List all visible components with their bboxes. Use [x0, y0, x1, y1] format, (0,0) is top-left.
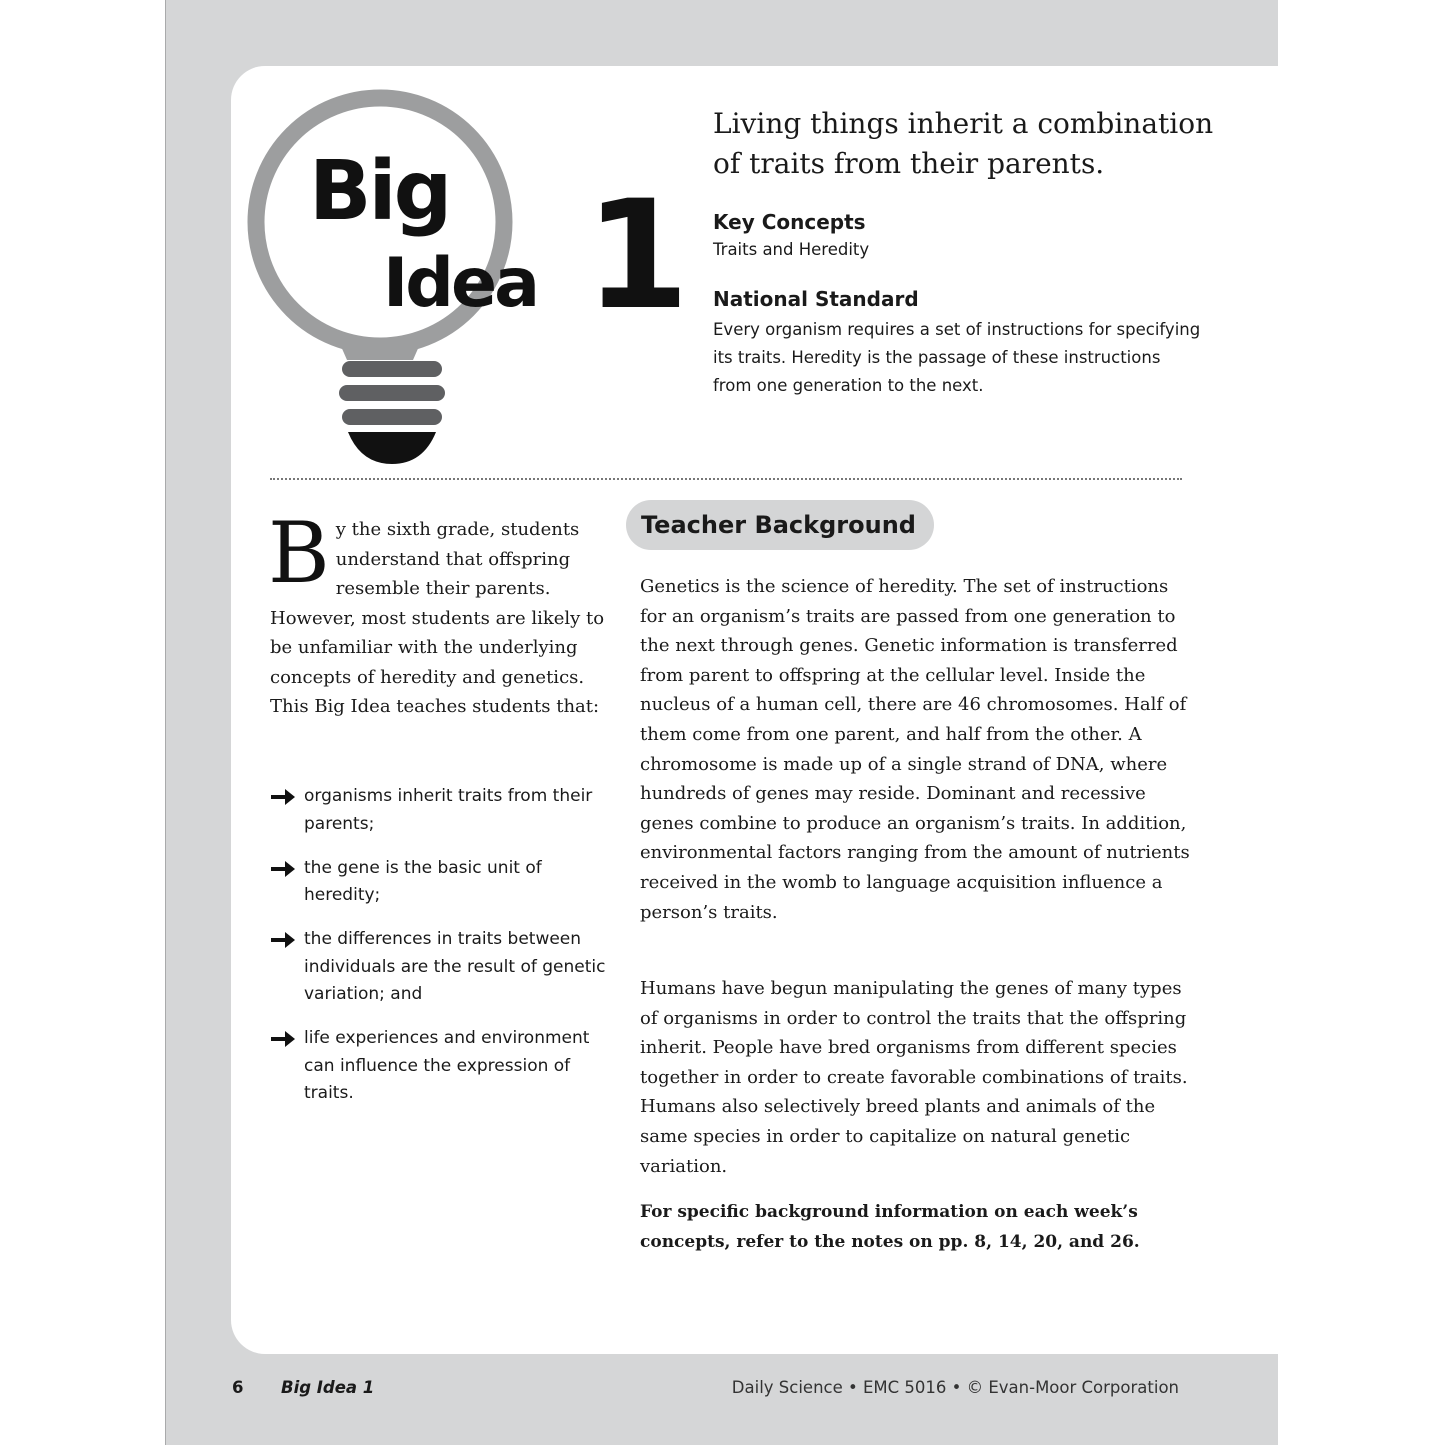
- big-idea-headline: Living things inherit a combination of traits from their parents.: [713, 107, 1214, 180]
- page-number: 6: [232, 1378, 244, 1397]
- intro-text: y the sixth grade, students understand that offspring resemble their parents. However, most students are likely to be unfamiliar with the underlying concepts of heredity and genetics. This Big Idea teaches students that:: [270, 519, 605, 717]
- big-idea-lightbulb-logo: [245, 82, 690, 472]
- learning-goals-list: [270, 783, 615, 1124]
- key-concepts-heading: Key Concepts: [713, 210, 866, 234]
- lightbulb-thread-icon: [342, 361, 442, 377]
- teacher-background-paragraph-2: Humans have begun manipulating the genes of many types of organisms in order to control the traits that the offspring inherit. People have bred organisms from different species together in order to create favorable combinations of traits. Humans also selectively breed plants and animals of the same species in order to capitalize on natural genetic variation.: [640, 978, 1188, 1177]
- list-item: [270, 783, 615, 838]
- dotted-divider: [270, 478, 1182, 480]
- list-item-text: organisms inherit traits from their parents;: [304, 786, 593, 834]
- teacher-background-note: For specific background information on each week’s concepts, refer to the notes on pp. 8, 14, 20, and 26.: [640, 1202, 1140, 1252]
- arrow-right-icon: [270, 1030, 296, 1048]
- arrow-right-icon: [270, 860, 296, 878]
- lightbulb-neck-icon: [340, 344, 420, 360]
- lightbulb-thread-icon: [339, 385, 445, 401]
- list-item-text: life experiences and environment can influence the expression of traits.: [304, 1028, 590, 1103]
- teacher-background-title: Teacher Background: [641, 511, 916, 539]
- logo-word-idea: Idea: [383, 244, 537, 323]
- lightbulb-thread-icon: [342, 409, 442, 425]
- list-item: [270, 926, 615, 1009]
- list-item-text: the differences in traits between individuals are the result of genetic variation; and: [304, 929, 606, 1004]
- list-item: [270, 855, 615, 910]
- teacher-background-paragraph-1: Genetics is the science of heredity. The set of instructions for an organism’s traits are passed from one generation to the next through genes. Genetic information is transferred from parent to offspring at the cellular level. Inside the nucleus of a human cell, there are 46 chromosomes. Half of them come from one parent, and half from the other. A chromosome is made up of a single strand of DNA, where hundreds of genes may reside. Dominant and recessive genes combine to produce an organism’s traits. In addition, environmental factors ranging from the amount of nutrients received in the womb to language acquisition influence a person’s traits.: [640, 576, 1190, 923]
- logo-number: 1: [585, 169, 690, 343]
- lightbulb-base-icon: [348, 432, 436, 464]
- key-concepts-text: Traits and Heredity: [713, 240, 870, 259]
- national-standard-heading: National Standard: [713, 287, 919, 311]
- national-standard-text: Every organism requires a set of instructions for specifying its traits. Heredity is the passage of these instructions from one generation to the next.: [713, 320, 1201, 395]
- footer-credit: Daily Science • EMC 5016 • © Evan-Moor Corporation: [731, 1378, 1179, 1397]
- drop-cap: B: [268, 504, 330, 602]
- arrow-right-icon: [270, 931, 296, 949]
- list-item: [270, 1025, 615, 1108]
- page-edge: [165, 0, 166, 1445]
- intro-paragraph: [268, 504, 605, 722]
- list-item-text: the gene is the basic unit of heredity;: [304, 857, 542, 905]
- teacher-background-heading: [626, 500, 934, 550]
- arrow-right-icon: [270, 788, 296, 806]
- logo-word-big: Big: [309, 144, 450, 239]
- footer-section-title: Big Idea 1: [281, 1378, 375, 1397]
